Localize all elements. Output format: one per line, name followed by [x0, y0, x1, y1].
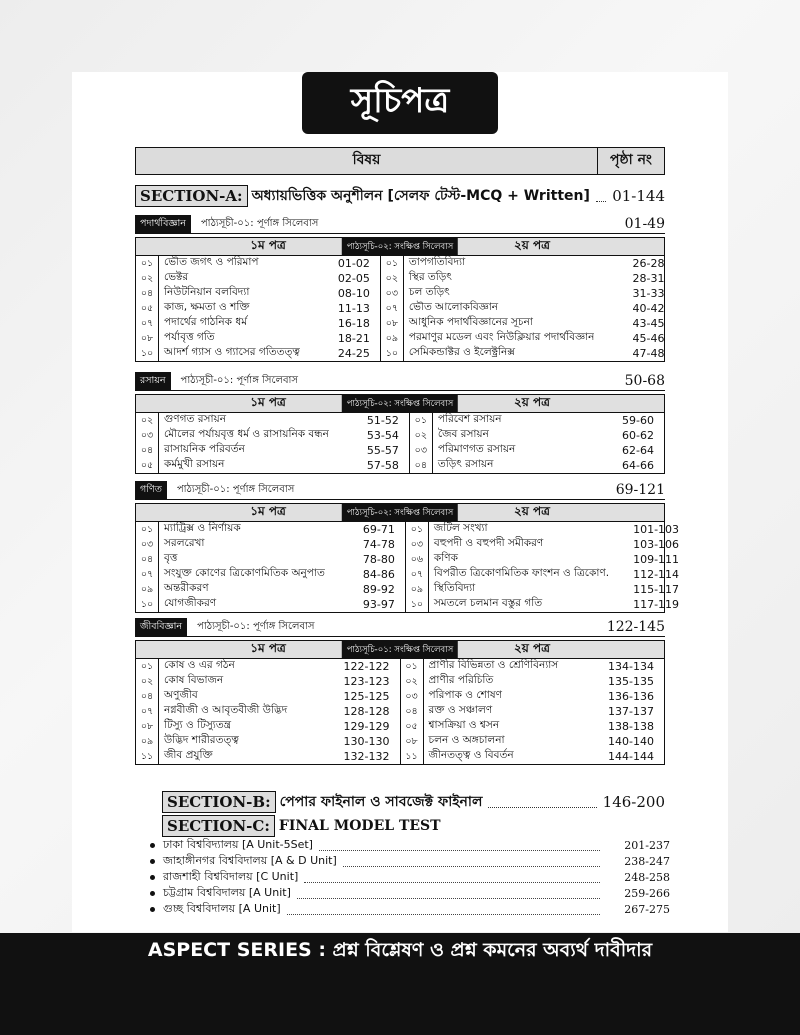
chapter-number: ০৮	[381, 316, 404, 331]
paper-1-label: ১ম পত্র	[250, 640, 286, 655]
chapter-number: ০৩	[406, 537, 429, 552]
leader-dots	[596, 191, 606, 202]
chapter-number: ০৯	[136, 582, 159, 597]
table-row	[136, 458, 409, 473]
chapter-pages: 123-123	[343, 675, 390, 688]
chapter-number: ০৪	[136, 443, 159, 458]
table-row	[136, 331, 380, 346]
short-syllabus-label: পাঠ্যসূচি-০২: সংক্ষিপ্ত সিলেবাস	[342, 238, 458, 256]
chapter-name: প্রাণীর পরিচিতি	[428, 674, 494, 686]
table-row	[410, 443, 664, 458]
header-subject: বিষয়	[136, 148, 598, 174]
table-head	[136, 504, 664, 522]
chapter-name: কাজ, ক্ষমতা ও শক্তি	[164, 301, 250, 313]
chapter-pages: 138-138	[608, 720, 654, 733]
table-row	[136, 567, 405, 582]
table-row	[136, 582, 405, 597]
chapter-name: ম্যাট্রিক্স ও নির্ণায়ক	[164, 522, 241, 534]
table-row	[401, 704, 665, 719]
chapter-number: ০৮	[401, 734, 424, 749]
chapter-number: ১১	[136, 749, 159, 764]
table-row	[406, 522, 689, 537]
chapter-number: ০২	[401, 674, 424, 689]
chapter-name: উদ্ভিদ শারীরতত্ত্ব	[164, 734, 239, 746]
chapter-pages: 64-66	[622, 459, 654, 472]
model-test-pages: 267-275	[624, 903, 670, 916]
paper-1-label: ১ম পত্র	[250, 503, 286, 518]
bullet-icon	[150, 875, 155, 880]
short-syllabus-label: পাঠ্যসূচি-০২: সংক্ষিপ্ত সিলেবাস	[342, 504, 458, 522]
subject-tag: রসায়ন	[135, 372, 171, 391]
chapter-name: পর্যাবৃত্ত গতি	[164, 331, 215, 343]
table-row	[381, 301, 675, 316]
chapter-pages: 62-64	[622, 444, 654, 457]
chapter-number: ০১	[406, 522, 429, 537]
left-column	[136, 659, 401, 764]
table-row	[410, 413, 664, 428]
chapter-name: কণিক	[433, 552, 458, 564]
model-test-pages: 238-247	[624, 855, 670, 868]
model-test-name: জাহাঙ্গীনগর বিশ্ববিদালয় [A & D Unit]	[163, 854, 337, 867]
chapter-name: যোগজীকরণ	[164, 597, 217, 609]
table-row	[381, 316, 675, 331]
bullet-icon	[150, 891, 155, 896]
chapter-name: চলন ও অঙ্গচালনা	[428, 734, 505, 746]
right-column	[410, 413, 664, 473]
leader-dots	[319, 841, 600, 851]
chapter-name: চল তড়িৎ	[408, 286, 450, 298]
table-row	[410, 428, 664, 443]
chapter-number: ০১	[410, 413, 433, 428]
chapter-name: নগ্নবীজী ও আবৃতবীজী উদ্ভিদ	[164, 704, 288, 716]
left-column	[136, 256, 381, 361]
chapter-number: ০৭	[381, 301, 404, 316]
list-item	[150, 854, 670, 869]
chapter-name: রক্ত ও সঞ্চালণ	[428, 704, 493, 716]
bullet-icon	[150, 843, 155, 848]
chapter-name: বিপরীত ত্রিকোণমিতিক ফাংশন ও ত্রিকোণ.	[433, 567, 610, 579]
subject-syllabus: পাঠ্যসূচী-০১: পূর্ণাঙ্গ সিলেবাস	[180, 374, 299, 386]
chapter-number: ০৫	[136, 301, 159, 316]
table-row	[406, 537, 689, 552]
chapter-pages: 115-117	[633, 583, 680, 596]
chapter-pages: 93-97	[362, 598, 395, 611]
section-b-text: পেপার ফাইনাল ও সাবজেক্ট ফাইনাল	[279, 794, 483, 810]
table-row	[136, 522, 405, 537]
table-row	[401, 749, 665, 764]
header-page-no: পৃষ্ঠা নং	[610, 152, 652, 168]
table-row	[136, 719, 400, 734]
chapter-name: প্রাণীর বিভিন্নতা ও শ্রেণিবিন্যাস	[428, 659, 559, 671]
section-b-tag: SECTION-B:	[162, 791, 276, 813]
chapter-name: সেমিকন্ডাক্টর ও ইলেক্ট্রনিক্স	[408, 346, 515, 358]
chapter-name: পরিপাক ও শোষণ	[428, 689, 502, 701]
leader-dots	[343, 857, 600, 867]
chapter-name: বহুপদী ও বহুপদী সমীকরণ	[433, 537, 544, 549]
chapter-number: ০১	[401, 659, 424, 674]
table-row	[136, 597, 405, 612]
section-a-tag: SECTION-A:	[135, 185, 248, 207]
subject-syllabus: পাঠ্যসূচী-০১: পূর্ণাঙ্গ সিলেবাস	[197, 620, 315, 632]
subject-bar	[135, 481, 665, 500]
chapter-pages: 103-106	[633, 538, 680, 551]
table-row	[136, 704, 400, 719]
chapter-number: ০১	[136, 522, 159, 537]
section-a-pages: 01-144	[612, 187, 665, 205]
chapter-pages: 74-78	[362, 538, 395, 551]
list-item	[150, 886, 670, 901]
paper-2-label: ২য় পত্র	[513, 503, 550, 518]
chapter-number: ০২	[410, 428, 433, 443]
chapter-pages: 08-10	[337, 287, 370, 300]
subject-bar	[135, 215, 665, 234]
chapter-name: বৃত্ত	[164, 552, 178, 564]
chapter-name: সংযুক্ত কোণের ত্রিকোণমিতিক অনুপাত	[164, 567, 325, 579]
table-row	[136, 413, 409, 428]
table-row	[406, 552, 689, 567]
chapter-pages: 136-136	[608, 690, 654, 703]
chapter-name: নিউটনিয়ান বলবিদ্যা	[164, 286, 250, 298]
chapter-pages: 69-71	[362, 523, 395, 536]
subject-range: 69-121	[615, 482, 665, 498]
chapter-number: ০৩	[410, 443, 433, 458]
subject-table	[135, 237, 665, 362]
chapter-number: ০২	[136, 413, 159, 428]
table-row	[381, 271, 675, 286]
right-column	[381, 256, 675, 361]
page-title: সূচিপত্র	[302, 72, 498, 134]
chapter-pages: 130-130	[343, 735, 390, 748]
chapter-pages: 11-13	[337, 302, 370, 315]
chapter-pages: 31-33	[632, 287, 665, 300]
chapter-number: ০৬	[406, 552, 429, 567]
chapter-pages: 55-57	[366, 444, 399, 457]
table-row	[401, 719, 665, 734]
subject-bar	[135, 372, 665, 391]
chapter-pages: 01-02	[337, 257, 370, 270]
chapter-pages: 134-134	[608, 660, 654, 673]
subject-tag: গণিত	[135, 481, 167, 500]
chapter-name: টিস্যু ও টিস্যুতন্ত্র	[164, 719, 231, 731]
chapter-number: ০৩	[381, 286, 404, 301]
chapter-number: ১০	[381, 346, 404, 361]
chapter-number: ০৭	[406, 567, 429, 582]
table-row	[136, 256, 380, 271]
table-head	[136, 238, 664, 256]
table-row	[136, 271, 380, 286]
section-c-row	[162, 815, 441, 837]
chapter-pages: 59-60	[622, 414, 654, 427]
section-c-text: FINAL MODEL TEST	[278, 818, 441, 834]
chapter-name: আধুনিক পদার্থবিজ্ঞানের সূচনা	[408, 316, 533, 328]
chapter-number: ০৫	[401, 719, 424, 734]
list-item	[150, 838, 670, 853]
list-item	[150, 870, 670, 885]
chapter-number: ০৮	[136, 719, 159, 734]
table-row	[136, 749, 400, 764]
model-test-name: ঢাকা বিশ্ববিদ্যালয় [A Unit-5Set]	[163, 838, 313, 851]
table-row	[136, 443, 409, 458]
table-row	[136, 428, 409, 443]
chapter-number: ১০	[406, 597, 429, 612]
chapter-name: তড়িৎ রসায়ন	[437, 458, 494, 470]
subject-table	[135, 640, 665, 765]
chapter-number: ০৪	[136, 552, 159, 567]
leader-dots	[488, 797, 596, 808]
chapter-pages: 125-125	[343, 690, 390, 703]
chapter-pages: 60-62	[622, 429, 654, 442]
table-row	[381, 256, 675, 271]
chapter-pages: 16-18	[337, 317, 370, 330]
subject-table	[135, 394, 665, 474]
table-row	[136, 689, 400, 704]
model-test-name: চট্টগ্রাম বিশ্ববিদালয় [A Unit]	[163, 886, 291, 899]
subject-range: 01-49	[624, 216, 665, 232]
chapter-pages: 84-86	[362, 568, 395, 581]
chapter-name: মৌলের পর্যায়বৃত্ত ধর্ম ও রাসায়নিক বন্ধন	[164, 428, 329, 440]
chapter-name: জীনতত্ত্ব ও বিবর্তন	[428, 749, 514, 761]
chapter-number: ০৪	[136, 286, 159, 301]
chapter-pages: 112-114	[633, 568, 680, 581]
table-row	[406, 567, 689, 582]
table-row	[381, 286, 675, 301]
table-row	[136, 286, 380, 301]
table-row	[136, 346, 380, 361]
chapter-pages: 129-129	[343, 720, 390, 733]
chapter-pages: 40-42	[632, 302, 665, 315]
chapter-pages: 122-122	[343, 660, 390, 673]
section-a-text: অধ্যায়ভিত্তিক অনুশীলন [সেলফ টেস্ট-MCQ + Written]	[251, 188, 590, 204]
chapter-pages: 28-31	[632, 272, 665, 285]
chapter-number: ১০	[136, 346, 159, 361]
table-row	[401, 674, 665, 689]
table-row	[401, 689, 665, 704]
chapter-name: অন্তরীকরণ	[164, 582, 209, 594]
chapter-pages: 26-28	[632, 257, 665, 270]
chapter-pages: 02-05	[337, 272, 370, 285]
paper-2-label: ২য় পত্র	[513, 394, 550, 409]
chapter-pages: 117-119	[633, 598, 680, 611]
chapter-name: অণুজীব	[164, 689, 198, 701]
table-row	[410, 458, 664, 473]
subject-bar	[135, 618, 665, 637]
chapter-name: ভৌত জগৎ ও পরিমাপ	[164, 256, 259, 268]
chapter-name: স্থিতিবিদ্যা	[433, 582, 476, 594]
left-column	[136, 413, 410, 473]
paper-2-label: ২য় পত্র	[513, 640, 550, 655]
footer-text: ASPECT SERIES : প্রশ্ন বিশ্লেষণ ও প্রশ্ন কমনের অব্যর্থ দাবীদার	[147, 939, 653, 961]
table-row	[136, 316, 380, 331]
paper-1-label: ১ম পত্র	[250, 394, 286, 409]
chapter-number: ০৭	[136, 704, 159, 719]
table-row	[401, 734, 665, 749]
chapter-pages: 45-46	[632, 332, 665, 345]
chapter-name: সমতলে চলমান বস্তুর গতি	[433, 597, 543, 609]
table-row	[136, 537, 405, 552]
subject-range: 122-145	[606, 619, 665, 635]
table-row	[136, 301, 380, 316]
chapter-number: ০৯	[381, 331, 404, 346]
subject-tag: পদার্থবিজ্ঞান	[135, 215, 191, 234]
table-row	[406, 597, 689, 612]
chapter-pages: 128-128	[343, 705, 390, 718]
chapter-name: ভৌত আলোকবিজ্ঞান	[408, 301, 499, 313]
chapter-pages: 132-132	[343, 750, 390, 763]
table-row	[136, 734, 400, 749]
chapter-number: ০৩	[136, 537, 159, 552]
chapter-number: ০১	[136, 659, 159, 674]
chapter-pages: 57-58	[366, 459, 399, 472]
paper-2-label: ২য় পত্র	[513, 237, 550, 252]
chapter-number: ০৭	[136, 316, 159, 331]
leader-dots	[287, 905, 600, 915]
chapter-pages: 78-80	[362, 553, 395, 566]
short-syllabus-label: পাঠ্যসূচি-০১: সংক্ষিপ্ত সিলেবাস	[342, 641, 458, 659]
chapter-pages: 135-135	[608, 675, 654, 688]
section-c-tag: SECTION-C:	[162, 815, 275, 837]
chapter-number: ১১	[401, 749, 424, 764]
paper-1-label: ১ম পত্র	[250, 237, 286, 252]
list-item	[150, 902, 670, 917]
chapter-number: ০৪	[401, 704, 424, 719]
section-a-row	[135, 184, 665, 208]
subject-syllabus: পাঠ্যসূচী-০১: পূর্ণাঙ্গ সিলেবাস	[200, 217, 319, 229]
contents-sheet	[72, 72, 728, 932]
table-row	[381, 346, 675, 361]
section-b-row	[162, 790, 665, 814]
chapter-name: কোষ বিভাজন	[164, 674, 224, 686]
chapter-pages: 47-48	[632, 347, 665, 360]
chapter-name: সরলরেখা	[164, 537, 205, 549]
chapter-number: ০৪	[410, 458, 433, 473]
chapter-name: আদর্শ গ্যাস ও গ্যাসের গতিতত্ত্ব	[164, 346, 300, 358]
chapter-pages: 24-25	[337, 347, 370, 360]
chapter-number: ০৯	[406, 582, 429, 597]
section-b-pages: 146-200	[602, 793, 665, 811]
left-column	[136, 522, 406, 612]
subject-syllabus: পাঠ্যসূচী-০১: পূর্ণাঙ্গ সিলেবাস	[176, 483, 295, 495]
table-row	[381, 331, 675, 346]
chapter-number: ০৯	[136, 734, 159, 749]
chapter-name: স্থির তড়িৎ	[408, 271, 452, 283]
chapter-pages: 53-54	[366, 429, 399, 442]
subject-table	[135, 503, 680, 613]
chapter-name: রাসায়নিক পরিবর্তন	[164, 443, 245, 455]
chapter-number: ০২	[136, 271, 159, 286]
chapter-pages: 101-103	[633, 523, 680, 536]
chapter-name: জটিল সংখ্যা	[433, 522, 488, 534]
chapter-number: ১০	[136, 597, 159, 612]
table-head	[136, 395, 664, 413]
chapter-number: ০৩	[136, 428, 159, 443]
chapter-name: ভেক্টর	[164, 271, 189, 283]
subject-tag: জীববিজ্ঞান	[135, 618, 187, 637]
chapter-pages: 140-140	[608, 735, 654, 748]
subject-range: 50-68	[624, 373, 665, 389]
bullet-icon	[150, 907, 155, 912]
chapter-number: ০২	[136, 674, 159, 689]
model-test-pages: 201-237	[624, 839, 670, 852]
chapter-name: শ্বাসক্রিয়া ও শ্বসন	[428, 719, 500, 731]
table-header	[135, 147, 665, 175]
table-row	[406, 582, 689, 597]
table-row	[136, 552, 405, 567]
chapter-name: কর্মমুখী রসায়ন	[164, 458, 225, 470]
chapter-pages: 109-111	[633, 553, 680, 566]
model-test-name: গুচ্ছ বিশ্ববিদালয় [A Unit]	[163, 902, 281, 915]
chapter-name: পরমাণুর মডেল এবং নিউক্লিয়ার পদার্থবিজ্ঞান	[408, 331, 595, 343]
chapter-name: পরিমাণগত রসায়ন	[437, 443, 516, 455]
table-row	[136, 674, 400, 689]
short-syllabus-label: পাঠ্যসূচি-০২: সংক্ষিপ্ত সিলেবাস	[342, 395, 458, 413]
chapter-pages: 137-137	[608, 705, 654, 718]
chapter-pages: 18-21	[337, 332, 370, 345]
chapter-number: ০৪	[136, 689, 159, 704]
chapter-pages: 89-92	[362, 583, 395, 596]
model-test-name: রাজশাহী বিশ্ববিদালয় [C Unit]	[163, 870, 299, 883]
chapter-number: ০৮	[136, 331, 159, 346]
chapter-name: পদার্থের গাঠনিক ধর্ম	[164, 316, 248, 328]
chapter-number: ০১	[381, 256, 404, 271]
leader-dots	[304, 873, 600, 883]
chapter-number: ০২	[381, 271, 404, 286]
footer-banner	[0, 933, 800, 1035]
model-test-pages: 259-266	[624, 887, 670, 900]
chapter-name: তাপগতিবিদ্যা	[408, 256, 466, 268]
right-column	[401, 659, 665, 764]
model-test-pages: 248-258	[624, 871, 670, 884]
leader-dots	[297, 889, 600, 899]
chapter-name: জীব প্রযুক্তি	[164, 749, 213, 761]
chapter-number: ০৩	[401, 689, 424, 704]
chapter-pages: 144-144	[608, 750, 654, 763]
chapter-name: জৈব রসায়ন	[437, 428, 489, 440]
chapter-number: ০১	[136, 256, 159, 271]
table-row	[401, 659, 665, 674]
chapter-name: গুণগত রসায়ন	[164, 413, 226, 425]
chapter-number: ০৫	[136, 458, 159, 473]
bullet-icon	[150, 859, 155, 864]
chapter-name: কোষ ও এর গঠন	[164, 659, 235, 671]
chapter-name: পরিবেশ রসায়ন	[437, 413, 502, 425]
chapter-pages: 51-52	[366, 414, 399, 427]
chapter-number: ০৭	[136, 567, 159, 582]
table-head	[136, 641, 664, 659]
chapter-pages: 43-45	[632, 317, 665, 330]
right-column	[406, 522, 689, 612]
table-row	[136, 659, 400, 674]
